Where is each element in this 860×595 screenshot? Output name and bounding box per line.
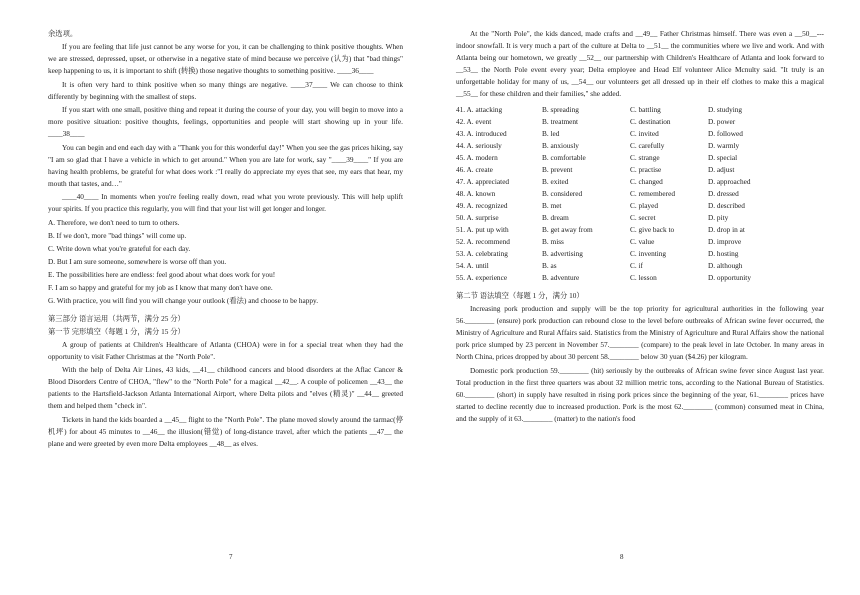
option-f: F. I am so happy and grateful for my job as I know that many don't have one. <box>48 282 273 292</box>
choice-cell: B. prevent <box>542 165 573 174</box>
choice-cell: D. opportunity <box>708 273 751 282</box>
passage-paragraph: ____40____ In moments when you're feeling really down, read what you wrote previously. This will help uplift your spirits. If you practice this regularly, you will find that your list will get longer and longer. <box>48 192 403 213</box>
choice-cell: C. secret <box>630 213 656 222</box>
choice-cell: C. played <box>630 201 658 210</box>
choice-row <box>456 248 818 260</box>
right-page <box>430 0 860 595</box>
choice-cell: B. met <box>542 201 562 210</box>
choice-cell: C. if <box>630 261 643 270</box>
choice-cell: D. drop in at <box>708 225 745 234</box>
choices-table <box>456 104 818 284</box>
right-page-content <box>456 28 824 426</box>
grammar-section-title: 第二节 语法填空（每题 1 分，满分 10） <box>456 291 584 300</box>
intro-text: 余选项。 <box>48 29 78 38</box>
choice-cell: D. special <box>708 153 738 162</box>
choice-cell: B. advertising <box>542 249 583 258</box>
choice-cell: D. although <box>708 261 743 270</box>
subsection-title: 第一节 完形填空（每题 1 分，满分 15 分） <box>48 326 185 336</box>
choice-row <box>456 272 818 284</box>
passage-paragraph: It is often very hard to think positive when so many things are negative. ____37____ We can choose to think differently by beginning with the smallest of steps. <box>48 79 403 101</box>
choice-cell: B. treatment <box>542 117 579 126</box>
option-b: B. If we don't, more "bad things" will come up. <box>48 230 187 240</box>
choice-cell: 45. A. modern <box>456 153 498 162</box>
choice-cell: C. remembered <box>630 189 675 198</box>
choice-cell: D. hosting <box>708 249 739 258</box>
choice-row <box>456 176 818 188</box>
choice-row <box>456 140 818 152</box>
grammar-paragraph: Increasing pork production and supply will be the top priority for agricultural authorities in the following year 56.________ (ensure) pork production can rebound close to the level before outbreaks of African swine fever occurred, the Ministry of Agriculture and Rural Affairs said. Statistics from the Ministry of Agriculture and Rural Affairs show the national pork price slumped by 23 percent in November 57.________ (compare) to the peak level in late October. In many areas in North China, prices dropped by about 30 percent 58.________ below 30 yuan ($4.26) per kilogram. <box>456 304 824 361</box>
passage-paragraph: If you are feeling that life just cannot be any worse for you, it can be challenging to think positive thoughts. When we are stressed, depressed, upset, or otherwise in a negative state of mind because we perceive (认为) that "bad things" keep happening to us, it is important to shift (转换) those negative thoughts to something positive. ____36____ <box>48 42 403 75</box>
choice-cell: D. adjust <box>708 165 735 174</box>
choice-cell: 53. A. celebrating <box>456 249 508 258</box>
grammar-paragraph: Domestic pork production 59.________ (hit) seriously by the outbreaks of African swine fever since August last year. Total production in the first three quarters was about 32 million metric tons, according to the National Bureau of Statistics. 60.________ (short) in supply have resulted in rising pork prices since the beginning of the year, 61.________ prices have started to decline recently due to increased production. Pork is the most 62.________ (common) consumed meat in China, and the supply of it 63.________ (matter) to the nation's food <box>456 365 824 423</box>
option-c: C. Write down what you're grateful for each day. <box>48 243 191 253</box>
choice-row <box>456 164 818 176</box>
choice-row <box>456 224 818 236</box>
choice-cell: B. led <box>542 129 560 138</box>
left-page-content <box>48 28 403 451</box>
choice-cell: C. battling <box>630 105 661 114</box>
cloze-paragraph: Tickets in hand the kids boarded a __45__ flight to the "North Pole". The plane moved slowly around the tarmac(停机坪) for about 45 minutes to __46__ the illusion(错觉) of long-distance travel, after which the patients __47__ the plane and were greeted by even more Delta employees __48__ as elves. <box>48 414 403 448</box>
choice-cell: C. carefully <box>630 141 665 150</box>
choice-cell: 47. A. appreciated <box>456 177 510 186</box>
choice-row <box>456 104 818 116</box>
choice-cell: B. adventure <box>542 273 580 282</box>
choice-cell: C. inventing <box>630 249 667 258</box>
choice-row <box>456 188 818 200</box>
choice-cell: D. power <box>708 117 736 126</box>
choice-row <box>456 260 818 272</box>
option-g: G. With practice, you will find you will change your outlook (看法) and choose to be happy. <box>48 295 319 305</box>
choice-cell: C. destination <box>630 117 671 126</box>
choice-row <box>456 200 818 212</box>
choice-cell: C. practise <box>630 165 662 174</box>
choice-cell: 41. A. attacking <box>456 105 503 114</box>
cloze-paragraph: A group of patients at Children's Healthcare of Atlanta (CHOA) were in for a special treat when they had the opportunity to visit Father Christmas at the "North Pole". <box>48 339 403 361</box>
choice-cell: D. described <box>708 201 745 210</box>
choice-row <box>456 128 818 140</box>
choice-cell: 50. A. surprise <box>456 213 499 222</box>
choice-cell: B. get away from <box>542 225 593 234</box>
choice-cell: B. anxiously <box>542 141 579 150</box>
choice-cell: B. exited <box>542 177 569 186</box>
choice-cell: D. pity <box>708 213 729 222</box>
option-d: D. But I am sure someone, somewhere is worse off than you. <box>48 256 227 266</box>
cloze-paragraph: At the "North Pole", the kids danced, made crafts and __49__ Father Christmas himself. There was even a __50__--- indoor snowfall. It is very much a part of the culture at Delta to __51__ the communities where we live and work. And with Atlanta being our hometown, we greatly __52__ our partnership with Children's Healthcare of Atlanta and look forward to __53__ the North Pole event every year; Delta employee and Head Elf volunteer Alice Mcnulty said. "It truly is an unforgettable holiday for many of us, __54__ our volunteers get all dressed up in their elf clothes to make this a magical __55__ for these children and their families," she added. <box>456 29 824 98</box>
choice-cell: 55. A. experience <box>456 273 508 282</box>
choice-cell: D. followed <box>708 129 743 138</box>
choice-cell: 54. A. until <box>456 261 489 270</box>
option-e: E. The possibilities here are endless: feel good about what does work for you! <box>48 269 276 279</box>
choice-cell: D. approached <box>708 177 751 186</box>
choice-row <box>456 152 818 164</box>
choice-cell: B. miss <box>542 237 564 246</box>
choice-row <box>456 116 818 128</box>
page-number: 7 <box>229 553 233 561</box>
choice-row <box>456 212 818 224</box>
choice-cell: B. comfortable <box>542 153 586 162</box>
choice-cell: B. spreading <box>542 105 579 114</box>
option-list <box>48 217 403 307</box>
section-title: 第三部分 语言运用（共两节，满分 25 分） <box>48 313 185 323</box>
choice-cell: C. value <box>630 237 655 246</box>
choice-cell: 51. A. put up with <box>456 225 509 234</box>
passage-paragraph: If you start with one small, positive thing and repeat it during the course of your day, you will begin to move into a more positive situation: positive thoughts, feelings, opportunities and people will start showing up in your life. ____38____ <box>48 105 403 138</box>
choice-cell: B. as <box>542 261 557 270</box>
choice-cell: 43. A. introduced <box>456 129 507 138</box>
choice-cell: D. improve <box>708 237 742 246</box>
choice-cell: 44. A. seriously <box>456 141 502 150</box>
choice-cell: 49. A. recognized <box>456 201 508 210</box>
choice-row <box>456 236 818 248</box>
choice-cell: C. strange <box>630 153 660 162</box>
choice-cell: B. dream <box>542 213 569 222</box>
passage-paragraph: You can begin and end each day with a "Thank you for this wonderful day!" When you see the gas prices hiking, say "I am so glad that I have a vehicle in which to get around." When you are late for work, say "____39____" If you are having health problems, be grateful for what does work :"I really do appreciate my eyes that see, my ears that hear, my mouth that tastes, and…" <box>48 142 403 188</box>
page-number: 8 <box>620 553 624 561</box>
choice-cell: C. give back to <box>630 225 675 234</box>
cloze-paragraph: With the help of Delta Air Lines, 43 kids, __41__ childhood cancers and blood disorders at the Aflac Cancer & Blood Disorders Centre of CHOA, "flew" to the "North Pole" for a magical __42__. A couple of policemen __43__ the patients to the Hartsfield-Jackson Atlanta International Airport, where Delta pilots and "elves (精灵)" __44__ greeted them and helped them "check in". <box>48 365 403 410</box>
choice-cell: 42. A. event <box>456 117 492 126</box>
choice-cell: C. lesson <box>630 273 657 282</box>
choice-cell: D. studying <box>708 105 743 114</box>
choice-cell: D. warmly <box>708 141 740 150</box>
choice-cell: C. changed <box>630 177 663 186</box>
choice-cell: B. considered <box>542 189 583 198</box>
choice-cell: 52. A. recommend <box>456 237 510 246</box>
choice-cell: D. dressed <box>708 189 739 198</box>
option-a: A. Therefore, we don't need to turn to others. <box>48 217 180 227</box>
choice-cell: C. invited <box>630 129 659 138</box>
choice-cell: 46. A. create <box>456 165 493 174</box>
choice-cell: 48. A. known <box>456 189 496 198</box>
